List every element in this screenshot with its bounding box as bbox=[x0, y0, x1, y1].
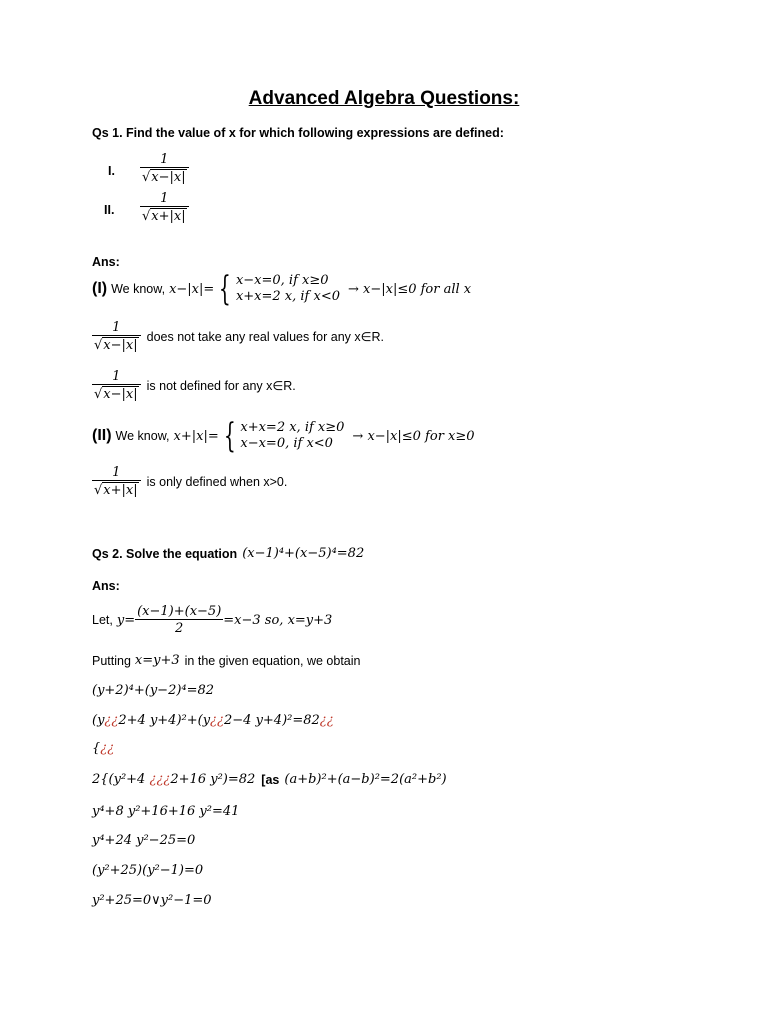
q1-statement2: $\frac{1}{√x-|x|}$ is not defined for any x∈R. bbox=[94, 369, 296, 402]
q1-item2-label: II. bbox=[104, 203, 115, 217]
q1-statement1: $\frac{1}{√x-|x|}$ does not take any real values for any x∈R. bbox=[94, 320, 385, 353]
q1-heading: Qs 1. Find the value of x for which following expressions are defined: bbox=[92, 126, 504, 140]
q1-part2-row: (II) We know, x+|x|= { x+x=2 x, if x≥0 x−x=0, if x<0 → x−|x|≤0 for x≥0 bbox=[92, 416, 475, 456]
q1-statement3: $\frac{1}{√x+|x|}$ is only defined when x>0. bbox=[94, 465, 288, 498]
q2-heading: Qs 2. Solve the equation (x−1)⁴+(x−5)⁴=82 bbox=[92, 546, 365, 561]
q2-step-5: y⁴+8 y²+16+16 y²=41 bbox=[92, 804, 240, 819]
q2-step-1: (y+2)⁴+(y−2)⁴=82 bbox=[92, 683, 215, 698]
q2-step-4: 2{(y²+4 ¿¿¿2+16 y²)=82 [as (a+b)²+(a−b)²=2(a²+b²) bbox=[92, 772, 447, 787]
q1-item1-label: I. bbox=[108, 164, 115, 178]
q2-step-6: y⁴+24 y²−25=0 bbox=[92, 833, 196, 848]
q2-step-3: {¿¿ bbox=[92, 741, 115, 756]
q2-step-8: y²+25=0∨y²−1=0 bbox=[92, 893, 212, 908]
q2-putting-row: Putting x=y+3 in the given equation, we obtain bbox=[92, 653, 361, 668]
q2-let-row: Let, y= $\frac{(x-1)+(x-5)}{2}$ =x−3 so, x=y+3 bbox=[92, 604, 333, 636]
q1-item1-fraction: $\frac{1}{√x-|x|}$ bbox=[140, 152, 189, 185]
q1-part1-row: (I) We know, x−|x|= { x−x=0, if x≥0 x+x=2 x, if x<0 → x−|x|≤0 for all x bbox=[92, 269, 472, 309]
q1-ans-label: Ans: bbox=[92, 255, 120, 269]
q2-step-7: (y²+25)(y²−1)=0 bbox=[92, 863, 204, 878]
page-title: Advanced Algebra Questions: bbox=[248, 88, 520, 109]
q2-step-2: (y¿¿2+4 y+4)²+(y¿¿2−4 y+4)²=82¿¿ bbox=[92, 713, 334, 728]
q1-item2-fraction: $\frac{1}{√x+|x|}$ bbox=[140, 191, 189, 224]
q2-ans-label: Ans: bbox=[92, 579, 120, 593]
